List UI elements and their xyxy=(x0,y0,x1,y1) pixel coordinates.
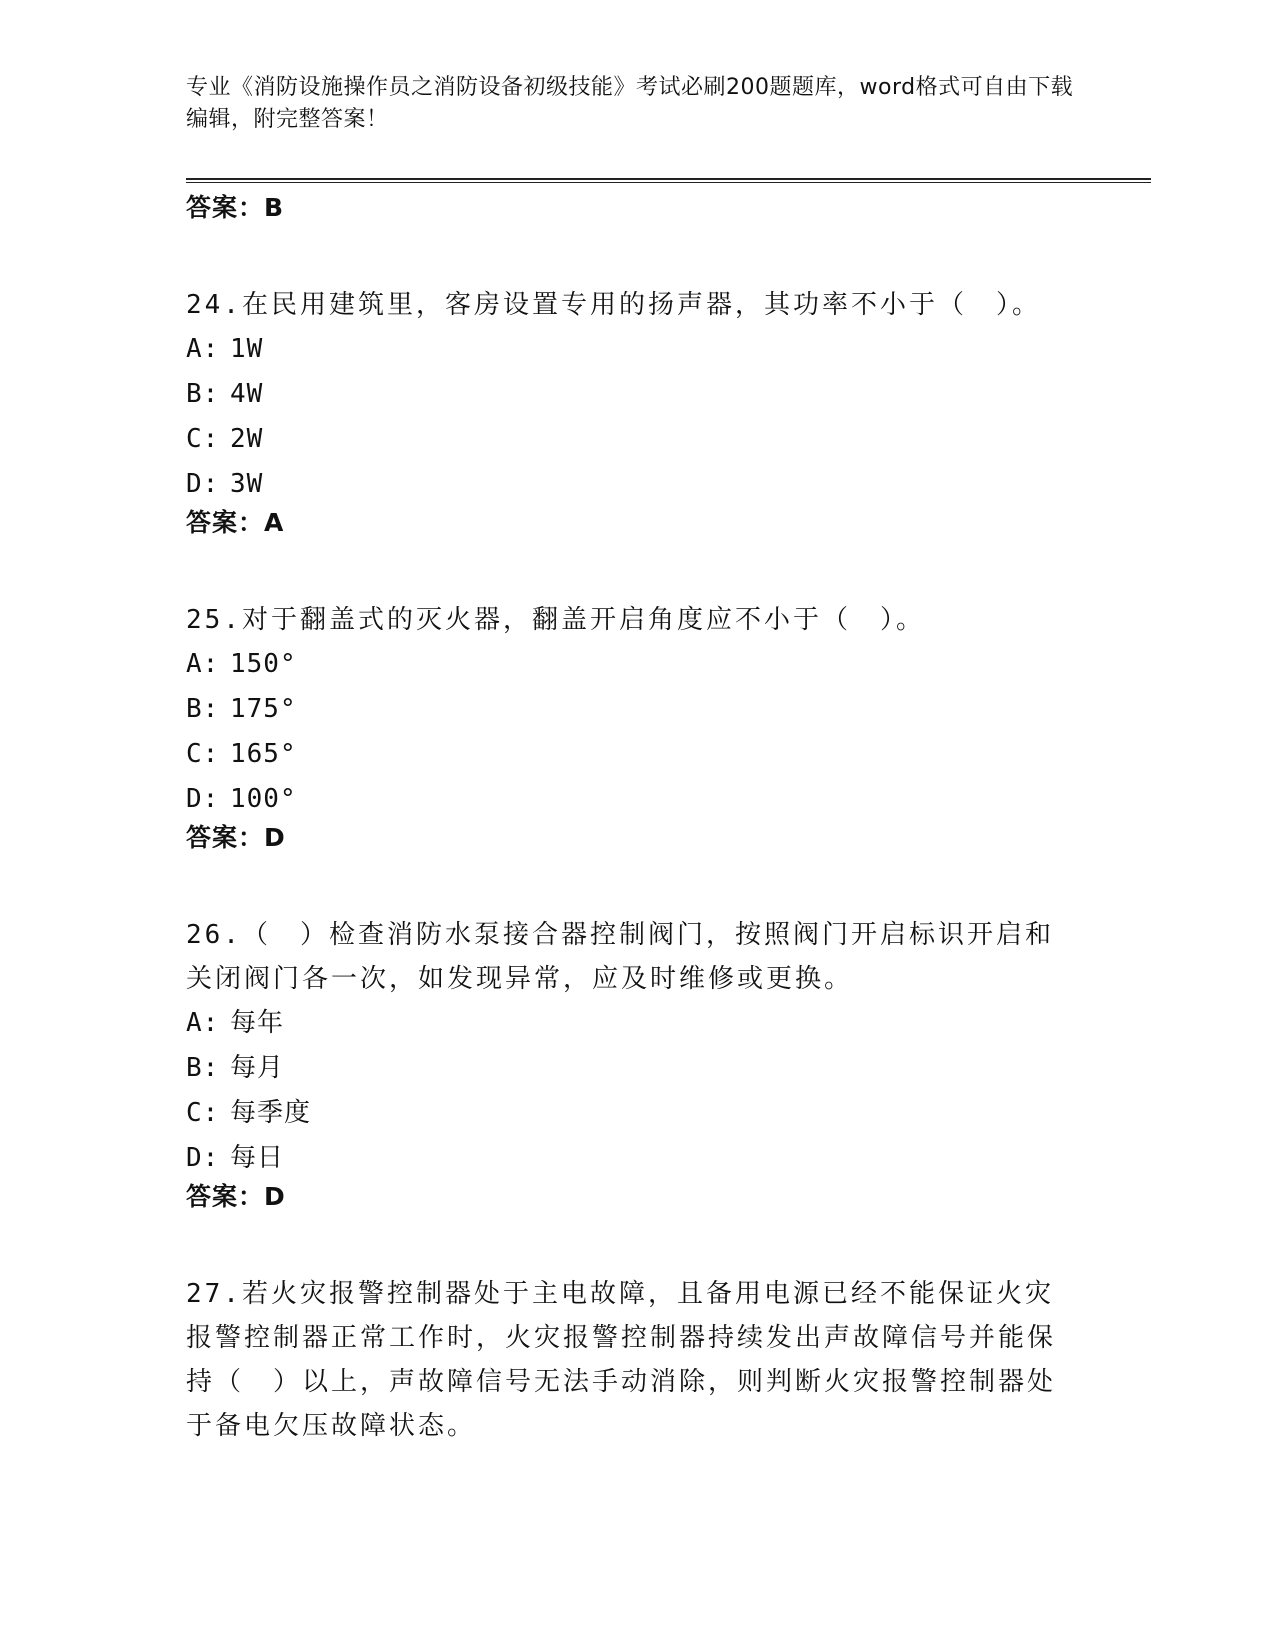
question-stem: 24.在民用建筑里，客房设置专用的扬声器，其功率不小于（ ）。 xyxy=(186,290,1041,320)
option-a xyxy=(186,327,1076,372)
option-label: A: xyxy=(186,1008,220,1038)
question-list xyxy=(186,192,1076,1448)
document-header: 专业《消防设施操作员之消防设备初级技能》考试必刷200题题库，word格式可自由下载编辑，附完整答案！ xyxy=(186,75,1074,132)
option-text: 100° xyxy=(230,784,297,814)
option-a xyxy=(186,642,1076,687)
option-label: D: xyxy=(186,784,220,814)
option-a xyxy=(186,1001,1076,1046)
option-b xyxy=(186,1046,1076,1091)
question-27 xyxy=(186,1272,1076,1448)
option-b xyxy=(186,687,1076,732)
option-text: 4W xyxy=(230,379,264,409)
header-rule-thick xyxy=(186,178,1151,180)
option-d xyxy=(186,1136,1076,1181)
option-text: 1W xyxy=(230,334,264,364)
option-c xyxy=(186,732,1076,777)
option-text: 每月 xyxy=(230,1053,285,1083)
option-label: C: xyxy=(186,424,220,454)
option-label: D: xyxy=(186,469,220,499)
header-rule-thin xyxy=(186,182,1151,183)
answer-text: 答案：A xyxy=(186,508,285,537)
option-text: 175° xyxy=(230,694,297,724)
question-26 xyxy=(186,913,1076,1213)
question-stem: 27.若火灾报警控制器处于主电故障，且备用电源已经不能保证火灾报警控制器正常工作时，火灾报警控制器持续发出声故障信号并能保持（ ）以上，声故障信号无法手动消除，则判断火灾报警控制器处于备电欠压故障状态。 xyxy=(186,1279,1057,1441)
question-stem: 26.（ ）检查消防水泵接合器控制阀门，按照阀门开启标识开启和关闭阀门各一次，如发现异常，应及时维修或更换。 xyxy=(186,920,1054,994)
option-c xyxy=(186,1091,1076,1136)
option-d xyxy=(186,777,1076,822)
option-label: D: xyxy=(186,1143,220,1173)
option-text: 2W xyxy=(230,424,264,454)
option-text: 每年 xyxy=(230,1008,285,1038)
option-b xyxy=(186,372,1076,417)
option-d xyxy=(186,462,1076,507)
option-label: B: xyxy=(186,1053,220,1083)
option-text: 150° xyxy=(230,649,297,679)
answer-text: 答案：D xyxy=(186,1182,286,1211)
option-label: C: xyxy=(186,739,220,769)
option-label: A: xyxy=(186,649,220,679)
option-c xyxy=(186,417,1076,462)
option-text: 每日 xyxy=(230,1143,285,1173)
option-label: B: xyxy=(186,694,220,724)
question-stem: 25.对于翻盖式的灭火器，翻盖开启角度应不小于（ ）。 xyxy=(186,605,925,635)
question-25 xyxy=(186,598,1076,854)
answer-text: 答案：B xyxy=(186,193,285,222)
question-24 xyxy=(186,283,1076,539)
option-text: 3W xyxy=(230,469,264,499)
option-text: 每季度 xyxy=(230,1098,312,1128)
option-label: B: xyxy=(186,379,220,409)
option-label: A: xyxy=(186,334,220,364)
option-text: 165° xyxy=(230,739,297,769)
option-label: C: xyxy=(186,1098,220,1128)
answer-text: 答案：D xyxy=(186,823,286,852)
